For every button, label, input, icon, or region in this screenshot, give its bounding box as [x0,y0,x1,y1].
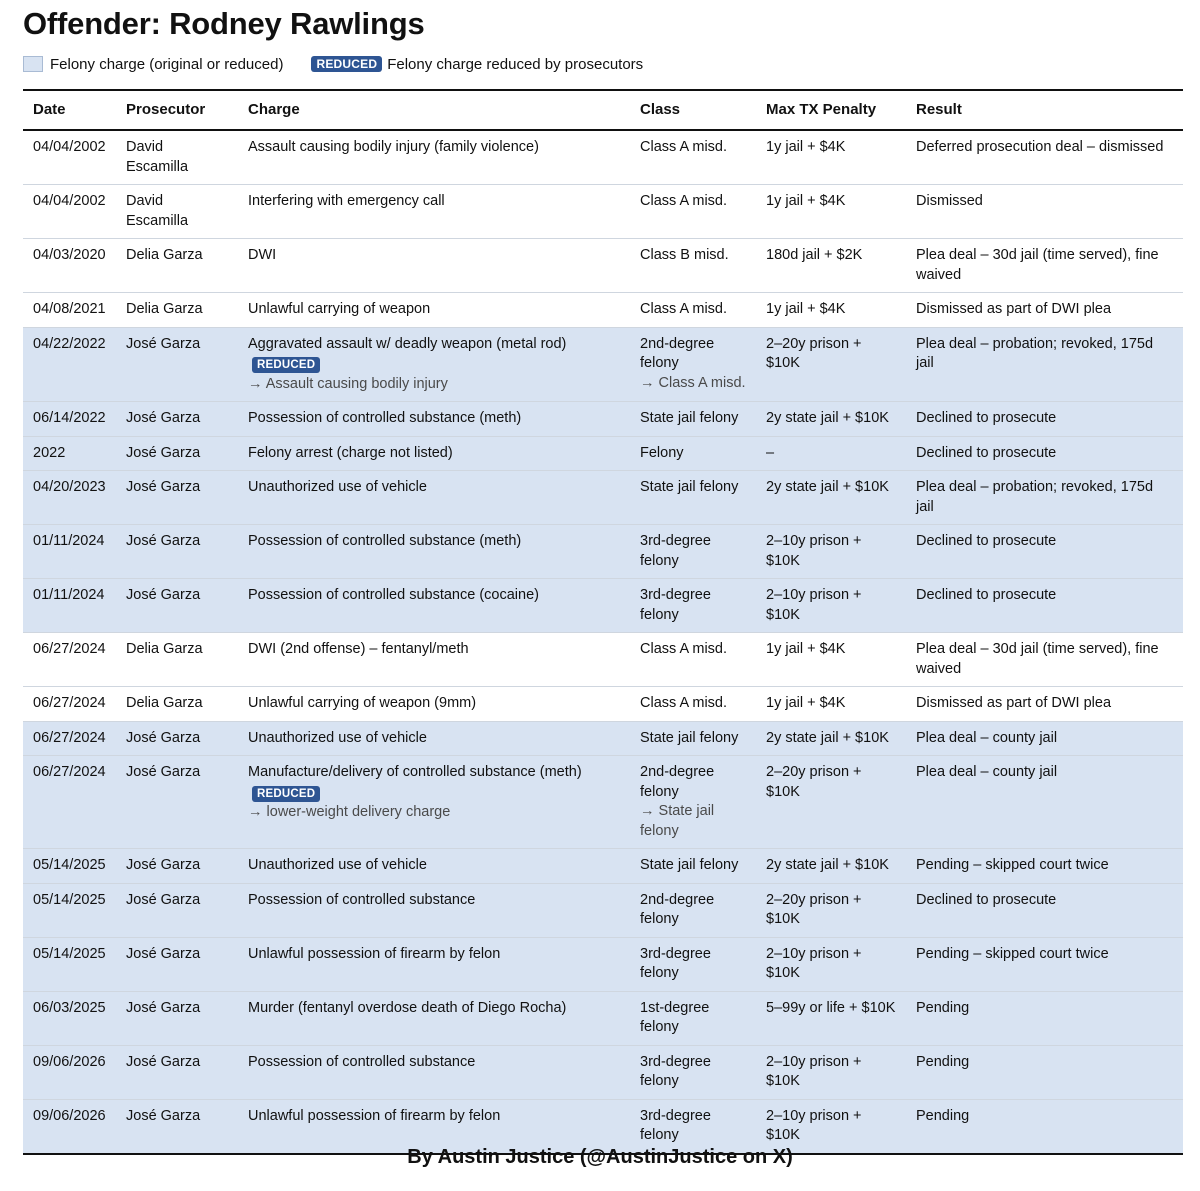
cell-result-text: Plea deal – county jail [916,764,1058,780]
table-row [23,185,1183,239]
cell-class-text: 2nd-degree felony [640,335,715,371]
cell-result [906,239,1183,293]
cell-charge [238,721,630,756]
cell-prosecutor [116,436,238,471]
cell-penalty-text: 2–10y prison + $10K [766,945,862,981]
cell-date [23,633,116,687]
cell-class-text: 3rd-degree felony [640,945,711,981]
table-row [23,525,1183,579]
cell-result [906,633,1183,687]
reduced-badge-wrap [252,355,620,375]
table-row [23,721,1183,756]
cell-charge [238,239,630,293]
cell-penalty [756,937,906,991]
reduced-badge-wrap [252,784,620,804]
cell-class-text: Felony [640,444,684,461]
cell-class [630,1045,756,1099]
cell-penalty-text: 2–20y prison + $10K [766,764,862,800]
cell-result-text: Plea deal – probation; revoked, 175d jail [916,479,1154,515]
cell-result-text: Deferred prosecution deal – dismissed [916,139,1164,155]
cell-date-text: 09/06/2026 [33,1107,106,1124]
cell-class-text: 3rd-degree felony [640,1107,711,1143]
cell-result-text: Pending – skipped court twice [916,945,1109,962]
cell-penalty-text: – [766,444,775,461]
class-reduced-to: → Class A misd. [640,374,746,391]
table-row [23,633,1183,687]
felony-swatch [23,56,43,72]
cell-penalty-text: 2–10y prison + $10K [766,533,862,569]
cell-class-text: State jail felony [640,479,739,495]
cell-prosecutor [116,293,238,328]
header-charge: Charge [238,90,630,130]
cell-result-text: Plea deal – 30d jail (time served), fine waived [916,641,1159,677]
cell-date [23,130,116,185]
header-class: Class [630,90,756,130]
cell-date [23,883,116,937]
cell-result-text: Pending – skipped court twice [916,857,1109,873]
cell-charge-text: Interfering with emergency call [248,193,445,209]
cell-prosecutor-text: José Garza [126,945,201,962]
cell-prosecutor-text: Delia Garza [126,301,203,317]
cell-charge-text: Unlawful possession of firearm by felon [248,1107,501,1124]
cell-date-text: 06/27/2024 [33,641,106,657]
cell-prosecutor [116,471,238,525]
cell-charge [238,579,630,633]
cell-charge-text: Aggravated assault w/ deadly weapon (metal rod) [248,335,567,352]
cell-prosecutor-text: José Garza [126,999,201,1016]
cell-prosecutor [116,721,238,756]
cell-penalty [756,687,906,722]
cell-result-text: Declined to prosecute [916,410,1057,426]
charge-reduced-to: → lower-weight delivery charge [248,804,451,820]
cell-class [630,633,756,687]
cell-charge [238,436,630,471]
cell-prosecutor-text: Delia Garza [126,695,203,711]
cell-prosecutor [116,756,238,849]
cell-penalty-text: 2y state jail + $10K [766,857,889,873]
cell-penalty-text: 2–10y prison + $10K [766,587,862,623]
cell-penalty-text: 1y jail + $4K [766,193,846,209]
cell-date [23,293,116,328]
cell-result-text: Declined to prosecute [916,587,1057,603]
cell-date [23,579,116,633]
cell-result [906,883,1183,937]
cell-penalty-text: 2–10y prison + $10K [766,1053,862,1089]
cell-charge-text: DWI [248,247,277,263]
cell-prosecutor [116,991,238,1045]
table-row [23,130,1183,185]
cell-penalty [756,883,906,937]
cell-result-text: Dismissed as part of DWI plea [916,695,1112,711]
cell-prosecutor-text: José Garza [126,587,201,603]
legend [23,54,643,74]
cell-prosecutor-text: José Garza [126,857,201,873]
cell-prosecutor-text: David Escamilla [126,139,189,175]
table-row [23,471,1183,525]
cell-prosecutor-text: José Garza [126,891,201,908]
cell-penalty [756,293,906,328]
cell-prosecutor-text: José Garza [126,729,201,746]
cell-class [630,937,756,991]
cell-class [630,402,756,437]
cell-charge-text: Murder (fentanyl overdose death of Diego Rocha) [248,999,567,1016]
table-row [23,1045,1183,1099]
cell-result-text: Plea deal – probation; revoked, 175d jail [916,335,1154,371]
cell-penalty [756,239,906,293]
cell-charge-text: Manufacture/delivery of controlled substance (meth) [248,764,582,780]
cell-date-text: 06/14/2022 [33,410,106,426]
cell-prosecutor-text: José Garza [126,1053,201,1070]
cell-charge [238,633,630,687]
cell-penalty-text: 2y state jail + $10K [766,410,889,426]
cell-date-text: 06/27/2024 [33,695,106,711]
table-row [23,991,1183,1045]
legend-reduced-badge: REDUCED [311,56,382,72]
cell-charge-text: Unauthorized use of vehicle [248,729,427,746]
cell-result [906,327,1183,402]
cell-result [906,937,1183,991]
cell-prosecutor-text: José Garza [126,1107,201,1124]
cell-date-text: 04/04/2002 [33,193,106,209]
cell-charge-text: Unlawful carrying of weapon (9mm) [248,695,477,711]
cell-class [630,327,756,402]
cell-result [906,130,1183,185]
cell-penalty-text: 2y state jail + $10K [766,479,889,495]
cell-result [906,849,1183,884]
header-result: Result [906,90,1183,130]
cell-date-text: 04/04/2002 [33,139,106,155]
cell-charge-text: Possession of controlled substance (meth) [248,533,522,549]
cell-charge [238,293,630,328]
cell-date-text: 04/03/2020 [33,247,106,263]
cell-charge [238,525,630,579]
cell-result-text: Pending [916,1053,970,1070]
cell-penalty-text: 1y jail + $4K [766,695,846,711]
cell-date-text: 06/27/2024 [33,764,106,780]
cell-penalty-text: 2–20y prison + $10K [766,891,862,927]
cell-result [906,471,1183,525]
cell-penalty [756,721,906,756]
table-row [23,327,1183,402]
cell-prosecutor [116,579,238,633]
cell-class [630,293,756,328]
cell-charge [238,402,630,437]
cell-penalty-text: 5–99y or life + $10K [766,999,896,1016]
cell-penalty-text: 180d jail + $2K [766,247,863,263]
cell-date-text: 01/11/2024 [33,533,105,549]
cell-charge [238,687,630,722]
cell-date-text: 01/11/2024 [33,587,105,603]
cell-result-text: Dismissed [916,193,983,209]
cell-charge-text: Possession of controlled substance (meth) [248,410,522,426]
page-title: Offender: Rodney Rawlings [23,6,425,41]
cell-class [630,579,756,633]
table-row [23,937,1183,991]
cell-charge [238,991,630,1045]
header-prosecutor: Prosecutor [116,90,238,130]
cell-result [906,687,1183,722]
cell-date [23,687,116,722]
legend-reduced-label: Felony charge reduced by prosecutors [387,55,644,73]
table-row [23,239,1183,293]
cell-class [630,130,756,185]
cell-charge-text: Assault causing bodily injury (family violence) [248,139,539,155]
cell-class-text: Class A misd. [640,695,728,711]
cell-penalty [756,436,906,471]
cell-date [23,849,116,884]
cell-penalty [756,991,906,1045]
cell-penalty-text: 2–20y prison + $10K [766,335,862,371]
cell-charge [238,883,630,937]
cell-date-text: 05/14/2025 [33,857,106,873]
table-row [23,687,1183,722]
cell-date-text: 06/27/2024 [33,729,106,746]
class-reduced-to: → State jail felony [640,803,715,839]
cell-penalty [756,185,906,239]
table-row [23,293,1183,328]
cell-result [906,293,1183,328]
cell-charge-text: Felony arrest (charge not listed) [248,444,453,461]
cell-charge [238,1045,630,1099]
cell-result [906,185,1183,239]
cell-result [906,436,1183,471]
cell-date [23,239,116,293]
cell-result [906,991,1183,1045]
table-row [23,579,1183,633]
cell-charge-text: Possession of controlled substance [248,1053,476,1070]
cell-result-text: Declined to prosecute [916,891,1057,908]
cell-prosecutor-text: José Garza [126,764,201,780]
cell-charge [238,130,630,185]
cell-class-text: 3rd-degree felony [640,1053,711,1089]
cell-prosecutor [116,239,238,293]
legend-felony-label: Felony charge (original or reduced) [50,55,284,73]
cell-penalty [756,1045,906,1099]
cell-charge [238,756,630,849]
cell-charge-text: DWI (2nd offense) – fentanyl/meth [248,641,469,657]
cell-prosecutor [116,633,238,687]
cell-class-text: Class A misd. [640,193,728,209]
cell-date-text: 05/14/2025 [33,945,106,962]
offense-table [23,89,1183,1155]
cell-class-text: State jail felony [640,729,739,746]
header-date: Date [23,90,116,130]
cell-result-text: Pending [916,1107,970,1124]
cell-class [630,756,756,849]
cell-prosecutor [116,687,238,722]
cell-result [906,1045,1183,1099]
cell-date-text: 09/06/2026 [33,1053,106,1070]
table-row [23,436,1183,471]
cell-class [630,687,756,722]
cell-charge-text: Possession of controlled substance [248,891,476,908]
cell-result-text: Pending [916,999,970,1016]
cell-charge-text: Possession of controlled substance (cocaine) [248,587,539,603]
cell-class [630,471,756,525]
cell-result [906,525,1183,579]
cell-prosecutor-text: David Escamilla [126,193,189,229]
reduced-badge: REDUCED [252,786,320,802]
cell-class [630,436,756,471]
cell-result [906,721,1183,756]
cell-penalty [756,849,906,884]
cell-charge [238,471,630,525]
cell-result-text: Plea deal – 30d jail (time served), fine waived [916,247,1159,283]
cell-charge-text: Unlawful possession of firearm by felon [248,945,501,962]
cell-result-text: Declined to prosecute [916,444,1057,461]
byline: By Austin Justice (@AustinJustice on X) [407,1146,793,1168]
cell-penalty-text: 2y state jail + $10K [766,729,889,746]
table-row [23,849,1183,884]
cell-penalty-text: 1y jail + $4K [766,139,846,155]
cell-result-text: Plea deal – county jail [916,729,1058,746]
cell-date [23,402,116,437]
cell-result [906,402,1183,437]
cell-prosecutor-text: José Garza [126,335,201,352]
cell-prosecutor-text: José Garza [126,479,201,495]
cell-penalty [756,327,906,402]
cell-class-text: 3rd-degree felony [640,533,711,569]
cell-prosecutor [116,883,238,937]
cell-penalty-text: 1y jail + $4K [766,301,846,317]
cell-class-text: Class A misd. [640,641,728,657]
cell-prosecutor [116,525,238,579]
cell-date [23,1045,116,1099]
table-row [23,883,1183,937]
cell-date [23,756,116,849]
cell-date [23,525,116,579]
table-row [23,402,1183,437]
cell-prosecutor-text: José Garza [126,444,201,461]
cell-result-text: Dismissed as part of DWI plea [916,301,1112,317]
cell-class-text: State jail felony [640,410,739,426]
charge-reduced-to: → Assault causing bodily injury [248,375,448,392]
cell-penalty [756,756,906,849]
cell-class-text: 2nd-degree felony [640,891,715,927]
cell-penalty [756,579,906,633]
cell-date [23,991,116,1045]
cell-date-text: 04/22/2022 [33,335,106,352]
cell-charge [238,937,630,991]
cell-penalty [756,633,906,687]
cell-penalty-text: 2–10y prison + $10K [766,1107,862,1143]
cell-penalty [756,525,906,579]
cell-class-text: 2nd-degree felony [640,764,715,800]
cell-charge-text: Unlawful carrying of weapon [248,301,431,317]
cell-result [906,579,1183,633]
cell-class [630,185,756,239]
cell-prosecutor-text: José Garza [126,410,201,426]
cell-date [23,937,116,991]
cell-prosecutor [116,402,238,437]
cell-prosecutor [116,185,238,239]
cell-class [630,991,756,1045]
cell-date-text: 04/08/2021 [33,301,106,317]
cell-class-text: Class B misd. [640,247,729,263]
cell-penalty [756,130,906,185]
cell-prosecutor [116,937,238,991]
cell-penalty [756,471,906,525]
cell-class [630,239,756,293]
cell-date-text: 04/20/2023 [33,479,106,495]
cell-date-text: 2022 [33,444,66,461]
cell-prosecutor-text: José Garza [126,533,201,549]
cell-class-text: 1st-degree felony [640,999,710,1035]
header-penalty: Max TX Penalty [756,90,906,130]
cell-date [23,436,116,471]
cell-date [23,327,116,402]
cell-date [23,185,116,239]
cell-result [906,756,1183,849]
table-header-row [23,90,1183,130]
cell-class [630,525,756,579]
cell-class [630,721,756,756]
cell-date-text: 05/14/2025 [33,891,106,908]
cell-charge [238,849,630,884]
cell-class-text: State jail felony [640,857,739,873]
cell-prosecutor [116,130,238,185]
reduced-badge: REDUCED [252,357,320,373]
cell-prosecutor-text: Delia Garza [126,641,203,657]
table-row [23,756,1183,849]
cell-charge [238,327,630,402]
cell-class-text: Class A misd. [640,139,728,155]
cell-prosecutor [116,849,238,884]
cell-class [630,883,756,937]
cell-charge [238,185,630,239]
cell-prosecutor [116,327,238,402]
cell-penalty-text: 1y jail + $4K [766,641,846,657]
cell-date [23,471,116,525]
cell-charge-text: Unauthorized use of vehicle [248,479,427,495]
cell-date-text: 06/03/2025 [33,999,106,1016]
cell-class [630,849,756,884]
cell-class-text: 3rd-degree felony [640,587,711,623]
cell-date [23,721,116,756]
cell-prosecutor [116,1045,238,1099]
cell-result-text: Declined to prosecute [916,533,1057,549]
cell-penalty [756,402,906,437]
cell-charge-text: Unauthorized use of vehicle [248,857,427,873]
cell-prosecutor-text: Delia Garza [126,247,203,263]
cell-class-text: Class A misd. [640,301,728,317]
